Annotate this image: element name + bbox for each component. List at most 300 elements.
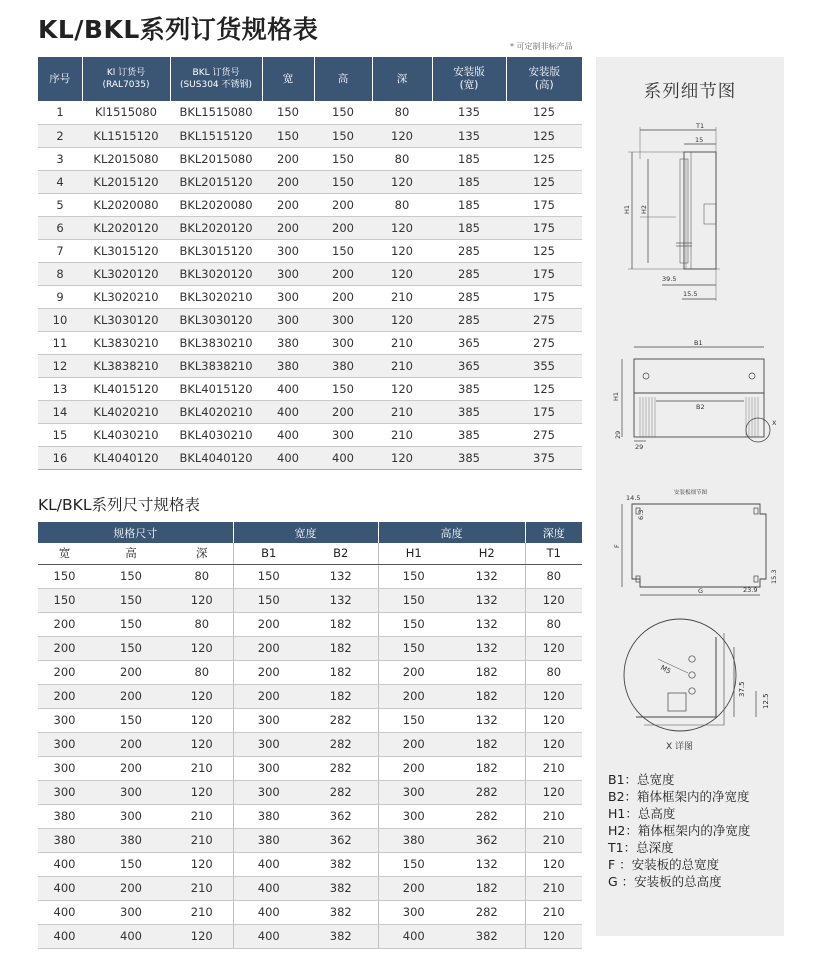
dim-b1: B1 <box>694 339 703 347</box>
table-cell: 382 <box>449 924 525 948</box>
table-cell: 120 <box>372 308 432 331</box>
table-cell: BKL3015120 <box>170 239 262 262</box>
table-cell: 200 <box>233 684 304 708</box>
table-cell: 300 <box>262 308 314 331</box>
table-cell: BKL1515120 <box>170 124 262 147</box>
table-cell: KL1515120 <box>82 124 170 147</box>
table-cell: 150 <box>91 708 171 732</box>
table-cell: 175 <box>506 193 582 216</box>
table-cell: 175 <box>506 262 582 285</box>
table-cell: 200 <box>378 876 449 900</box>
order-table-header <box>38 57 582 101</box>
table-row <box>38 612 582 636</box>
table-cell: 6 <box>38 216 82 239</box>
table-cell: 400 <box>91 924 171 948</box>
dim-f: F <box>613 544 621 548</box>
table-row <box>38 400 582 423</box>
col-header-kl-order-no: Kl 订货号 (RAL7035) <box>82 57 170 101</box>
dim-12-5: 12.5 <box>762 693 770 709</box>
plate-title: 安装板细节图 <box>674 490 708 496</box>
table-cell: 150 <box>91 612 171 636</box>
table-cell: 365 <box>432 354 506 377</box>
table-cell: 150 <box>378 612 449 636</box>
table-cell: 380 <box>91 828 171 852</box>
table-cell: 282 <box>449 900 525 924</box>
sub-header-w: 宽 <box>38 543 91 564</box>
table-cell: 210 <box>372 285 432 308</box>
table-cell: 80 <box>372 101 432 124</box>
custom-note: * 可定制非标产品 <box>510 42 573 51</box>
table-cell: 375 <box>506 446 582 469</box>
table-cell: 16 <box>38 446 82 469</box>
table-cell: 400 <box>233 876 304 900</box>
table-cell: 150 <box>262 101 314 124</box>
table-cell: 120 <box>372 262 432 285</box>
table-cell: 120 <box>171 924 233 948</box>
table-cell: 80 <box>372 193 432 216</box>
table-cell: 200 <box>314 216 372 239</box>
table-cell: 125 <box>506 101 582 124</box>
dim-15-5: 15.5 <box>683 290 698 298</box>
table-cell: 120 <box>372 124 432 147</box>
table-cell: 150 <box>378 564 449 588</box>
table-cell: 300 <box>262 262 314 285</box>
table-cell: 11 <box>38 331 82 354</box>
table-cell: 14 <box>38 400 82 423</box>
table-cell: 282 <box>304 708 378 732</box>
col-header-bkl-order-no: BKL 订货号 (SUS304 不锈钢) <box>170 57 262 101</box>
table-row <box>38 101 582 124</box>
table-cell: 150 <box>233 588 304 612</box>
table-cell: 182 <box>449 660 525 684</box>
table-cell: 120 <box>171 588 233 612</box>
table-cell: 150 <box>91 564 171 588</box>
table-cell: 200 <box>91 684 171 708</box>
table-cell: 382 <box>304 876 378 900</box>
table-cell: 132 <box>449 564 525 588</box>
table-cell: 150 <box>314 101 372 124</box>
table-cell: 200 <box>38 660 91 684</box>
table-cell: 210 <box>372 423 432 446</box>
table-cell: 150 <box>91 636 171 660</box>
table-cell: 210 <box>525 900 582 924</box>
table-cell: 182 <box>304 612 378 636</box>
table-cell: 200 <box>262 193 314 216</box>
table-cell: 2 <box>38 124 82 147</box>
table-row <box>38 354 582 377</box>
table-cell: 150 <box>314 124 372 147</box>
table-cell: 400 <box>262 400 314 423</box>
table-cell: 5 <box>38 193 82 216</box>
table-row <box>38 804 582 828</box>
table-row <box>38 193 582 216</box>
size-table-body <box>38 564 582 948</box>
table-row <box>38 124 582 147</box>
table-cell: 362 <box>304 804 378 828</box>
table-cell: 300 <box>314 423 372 446</box>
table-cell: 185 <box>432 193 506 216</box>
table-row <box>38 780 582 804</box>
label-x: X <box>772 419 777 427</box>
table-row <box>38 708 582 732</box>
table-cell: 185 <box>432 216 506 239</box>
table-cell: 150 <box>262 124 314 147</box>
table-cell: 132 <box>304 588 378 612</box>
table-cell: 125 <box>506 170 582 193</box>
table-cell: 282 <box>449 780 525 804</box>
table-cell: 300 <box>38 780 91 804</box>
table-cell: KL4015120 <box>82 377 170 400</box>
table-row <box>38 564 582 588</box>
side-view-diagram <box>596 119 784 309</box>
table-row <box>38 446 582 469</box>
table-cell: KL4040120 <box>82 446 170 469</box>
table-row <box>38 308 582 331</box>
table-cell: 362 <box>449 828 525 852</box>
table-cell: 300 <box>262 285 314 308</box>
table-cell: KL2015080 <box>82 147 170 170</box>
table-cell: 150 <box>378 852 449 876</box>
group-header-width: 宽度 <box>233 522 378 543</box>
table-cell: 282 <box>304 756 378 780</box>
table-cell: 132 <box>449 852 525 876</box>
table-cell: 200 <box>38 684 91 708</box>
table-cell: 120 <box>171 780 233 804</box>
table-cell: 200 <box>233 636 304 660</box>
table-cell: 300 <box>233 708 304 732</box>
table-cell: 300 <box>91 804 171 828</box>
table-cell: 300 <box>262 239 314 262</box>
table-cell: 80 <box>525 612 582 636</box>
table-cell: 300 <box>233 780 304 804</box>
sub-header-b1: B1 <box>233 543 304 564</box>
page-title: KL/BKL系列订货规格表 <box>38 15 319 44</box>
sub-header-d: 深 <box>171 543 233 564</box>
table-row <box>38 852 582 876</box>
table-cell: 385 <box>432 423 506 446</box>
table-cell: 400 <box>233 900 304 924</box>
legend-item: F ：安装板的总宽度 <box>608 857 720 872</box>
dim-39-5: 39.5 <box>662 275 677 283</box>
col-header-plate-width: 安装版 (宽) <box>432 57 506 101</box>
table-cell: 300 <box>91 780 171 804</box>
table-cell: 385 <box>432 446 506 469</box>
col-header-depth: 深 <box>372 57 432 101</box>
table-cell: 4 <box>38 170 82 193</box>
table-cell: 400 <box>233 852 304 876</box>
table-row <box>38 170 582 193</box>
table-cell: 125 <box>506 147 582 170</box>
table-cell: 400 <box>38 852 91 876</box>
table-cell: 120 <box>171 636 233 660</box>
table-cell: 80 <box>525 564 582 588</box>
table-cell: 120 <box>525 636 582 660</box>
table-cell: 382 <box>304 924 378 948</box>
table-cell: 80 <box>171 564 233 588</box>
table-cell: 120 <box>525 708 582 732</box>
table-cell: 120 <box>171 852 233 876</box>
table-cell: 175 <box>506 285 582 308</box>
order-spec-table <box>38 57 582 470</box>
table-cell: 380 <box>262 354 314 377</box>
table-row <box>38 262 582 285</box>
table-cell: 150 <box>314 170 372 193</box>
table-cell: 132 <box>449 588 525 612</box>
table-cell: 200 <box>378 756 449 780</box>
table-cell: 135 <box>432 101 506 124</box>
sub-header-t1: T1 <box>525 543 582 564</box>
col-header-height: 高 <box>314 57 372 101</box>
table-cell: 132 <box>449 636 525 660</box>
table-row <box>38 828 582 852</box>
table-cell: 210 <box>372 400 432 423</box>
dim-23-9: 23.9 <box>743 586 758 594</box>
table-cell: 200 <box>314 193 372 216</box>
table-cell: 200 <box>38 636 91 660</box>
table-cell: 285 <box>432 285 506 308</box>
table-cell: 175 <box>506 216 582 239</box>
table-cell: 185 <box>432 147 506 170</box>
table-cell: 400 <box>262 423 314 446</box>
table-cell: 282 <box>304 732 378 756</box>
table-cell: 285 <box>432 308 506 331</box>
table-cell: 150 <box>38 588 91 612</box>
table-row <box>38 147 582 170</box>
table-cell: 210 <box>171 756 233 780</box>
table-cell: 135 <box>432 124 506 147</box>
table-cell: 10 <box>38 308 82 331</box>
table-cell: 150 <box>91 852 171 876</box>
table-cell: 400 <box>378 924 449 948</box>
table-cell: 125 <box>506 377 582 400</box>
table-cell: 210 <box>372 331 432 354</box>
table-cell: BKL4030210 <box>170 423 262 446</box>
detail-x-diagram <box>596 617 784 757</box>
table-cell: 282 <box>304 780 378 804</box>
table-cell: 80 <box>171 660 233 684</box>
dim-b2: B2 <box>696 403 705 411</box>
table-row <box>38 636 582 660</box>
table-cell: 120 <box>525 732 582 756</box>
mounting-plate-diagram <box>596 484 784 604</box>
dim-29-a: 29 <box>614 430 622 439</box>
size-spec-table <box>38 522 582 949</box>
table-cell: 15 <box>38 423 82 446</box>
table-row <box>38 216 582 239</box>
table-cell: 380 <box>38 828 91 852</box>
table-cell: 300 <box>233 732 304 756</box>
table-cell: 150 <box>91 588 171 612</box>
table-cell: KL4030210 <box>82 423 170 446</box>
table-row <box>38 285 582 308</box>
dim-6-3: 6.3 <box>637 509 645 520</box>
table-cell: 210 <box>171 900 233 924</box>
table-cell: 400 <box>314 446 372 469</box>
table-cell: 175 <box>506 400 582 423</box>
table-cell: 200 <box>91 876 171 900</box>
sub-header-h1: H1 <box>378 543 449 564</box>
table-cell: KL3020120 <box>82 262 170 285</box>
table-cell: 275 <box>506 423 582 446</box>
table-cell: 380 <box>378 828 449 852</box>
table-cell: 210 <box>525 876 582 900</box>
table-cell: 3 <box>38 147 82 170</box>
table-cell: 120 <box>171 732 233 756</box>
table-cell: 300 <box>38 708 91 732</box>
table-row <box>38 423 582 446</box>
table-cell: 120 <box>525 852 582 876</box>
table-row <box>38 331 582 354</box>
table-cell: KL3838210 <box>82 354 170 377</box>
table-cell: 80 <box>171 612 233 636</box>
table-cell: 400 <box>262 377 314 400</box>
table-cell: KL3015120 <box>82 239 170 262</box>
table-cell: 380 <box>233 804 304 828</box>
table-row <box>38 924 582 948</box>
dim-37-5: 37.5 <box>738 681 746 697</box>
col-header-width: 宽 <box>262 57 314 101</box>
table-cell: 400 <box>38 924 91 948</box>
table-cell: 300 <box>378 780 449 804</box>
table-cell: 200 <box>262 216 314 239</box>
table-cell: 200 <box>314 285 372 308</box>
table-cell: 300 <box>233 756 304 780</box>
table-cell: 200 <box>262 170 314 193</box>
table-cell: Kl1515080 <box>82 101 170 124</box>
table-cell: BKL3838210 <box>170 354 262 377</box>
table-cell: 120 <box>171 708 233 732</box>
table-cell: 150 <box>38 564 91 588</box>
table-row <box>38 756 582 780</box>
table-row <box>38 239 582 262</box>
sub-header-h2: H2 <box>449 543 525 564</box>
table-cell: 9 <box>38 285 82 308</box>
legend-item: T1：总深度 <box>608 840 674 855</box>
dim-14-5: 14.5 <box>626 494 641 502</box>
table-cell: 120 <box>171 684 233 708</box>
table-cell: 12 <box>38 354 82 377</box>
table-cell: KL3830210 <box>82 331 170 354</box>
table-cell: 282 <box>449 804 525 828</box>
table-cell: 300 <box>314 308 372 331</box>
table-cell: 125 <box>506 124 582 147</box>
table-cell: KL4020210 <box>82 400 170 423</box>
legend-item: B1：总宽度 <box>608 772 675 787</box>
panel-title: 系列细节图 <box>643 82 737 102</box>
table-cell: BKL3020120 <box>170 262 262 285</box>
table-cell: 120 <box>372 239 432 262</box>
table-cell: 365 <box>432 331 506 354</box>
table-cell: 185 <box>432 170 506 193</box>
table-cell: 7 <box>38 239 82 262</box>
table-cell: 200 <box>378 660 449 684</box>
table-cell: 200 <box>262 147 314 170</box>
group-header-height: 高度 <box>378 522 525 543</box>
label-m5: M5 <box>659 663 673 676</box>
table-cell: BKL2015120 <box>170 170 262 193</box>
table-cell: 210 <box>525 828 582 852</box>
table-cell: 150 <box>314 239 372 262</box>
table-cell: 80 <box>525 660 582 684</box>
table-cell: 210 <box>171 804 233 828</box>
table-cell: 275 <box>506 308 582 331</box>
detail-panel <box>596 57 784 936</box>
table-cell: 182 <box>449 684 525 708</box>
table-cell: BKL3030120 <box>170 308 262 331</box>
table-cell: 200 <box>233 612 304 636</box>
table-cell: 182 <box>449 732 525 756</box>
legend-item: H2：箱体框架内的净宽度 <box>608 823 751 838</box>
table-cell: 210 <box>525 804 582 828</box>
table-cell: 400 <box>38 876 91 900</box>
size-table-header <box>38 522 582 564</box>
table-cell: KL2020080 <box>82 193 170 216</box>
table-row <box>38 588 582 612</box>
table-cell: BKL4015120 <box>170 377 262 400</box>
sub-header-b2: B2 <box>304 543 378 564</box>
table-cell: 200 <box>314 400 372 423</box>
table-row <box>38 660 582 684</box>
table-cell: 200 <box>378 684 449 708</box>
table-cell: 380 <box>314 354 372 377</box>
table-cell: 8 <box>38 262 82 285</box>
table-cell: 300 <box>91 900 171 924</box>
table-cell: 150 <box>378 636 449 660</box>
dim-h1-front: H1 <box>612 391 620 401</box>
table-cell: 150 <box>378 588 449 612</box>
table-cell: BKL4020210 <box>170 400 262 423</box>
table-cell: KL3030120 <box>82 308 170 331</box>
table-cell: 182 <box>304 684 378 708</box>
table-cell: 400 <box>233 924 304 948</box>
table-cell: 13 <box>38 377 82 400</box>
table-cell: 380 <box>38 804 91 828</box>
table-cell: 300 <box>378 900 449 924</box>
table-cell: 200 <box>38 612 91 636</box>
table-row <box>38 377 582 400</box>
table-cell: BKL3830210 <box>170 331 262 354</box>
table-cell: 120 <box>372 377 432 400</box>
table-cell: 200 <box>314 262 372 285</box>
table-cell: 120 <box>525 780 582 804</box>
table-cell: BKL3020210 <box>170 285 262 308</box>
table-cell: 1 <box>38 101 82 124</box>
table-cell: BKL1515080 <box>170 101 262 124</box>
table-cell: 182 <box>449 876 525 900</box>
table-cell: 400 <box>38 900 91 924</box>
table-cell: 120 <box>525 588 582 612</box>
front-view-diagram <box>596 339 784 464</box>
table-cell: 380 <box>233 828 304 852</box>
group-header-spec: 规格尺寸 <box>38 522 233 543</box>
table-cell: 385 <box>432 377 506 400</box>
table-cell: 382 <box>304 852 378 876</box>
table-cell: 200 <box>91 660 171 684</box>
table-cell: 400 <box>262 446 314 469</box>
table-cell: 382 <box>304 900 378 924</box>
table-row <box>38 900 582 924</box>
table-cell: 210 <box>171 876 233 900</box>
table-row <box>38 684 582 708</box>
table-cell: 150 <box>378 708 449 732</box>
table-cell: 200 <box>91 756 171 780</box>
table-cell: 300 <box>314 331 372 354</box>
table-cell: 380 <box>262 331 314 354</box>
table-cell: 300 <box>38 732 91 756</box>
table-cell: 200 <box>233 660 304 684</box>
table-cell: BKL2020120 <box>170 216 262 239</box>
dimension-legend <box>608 771 750 890</box>
